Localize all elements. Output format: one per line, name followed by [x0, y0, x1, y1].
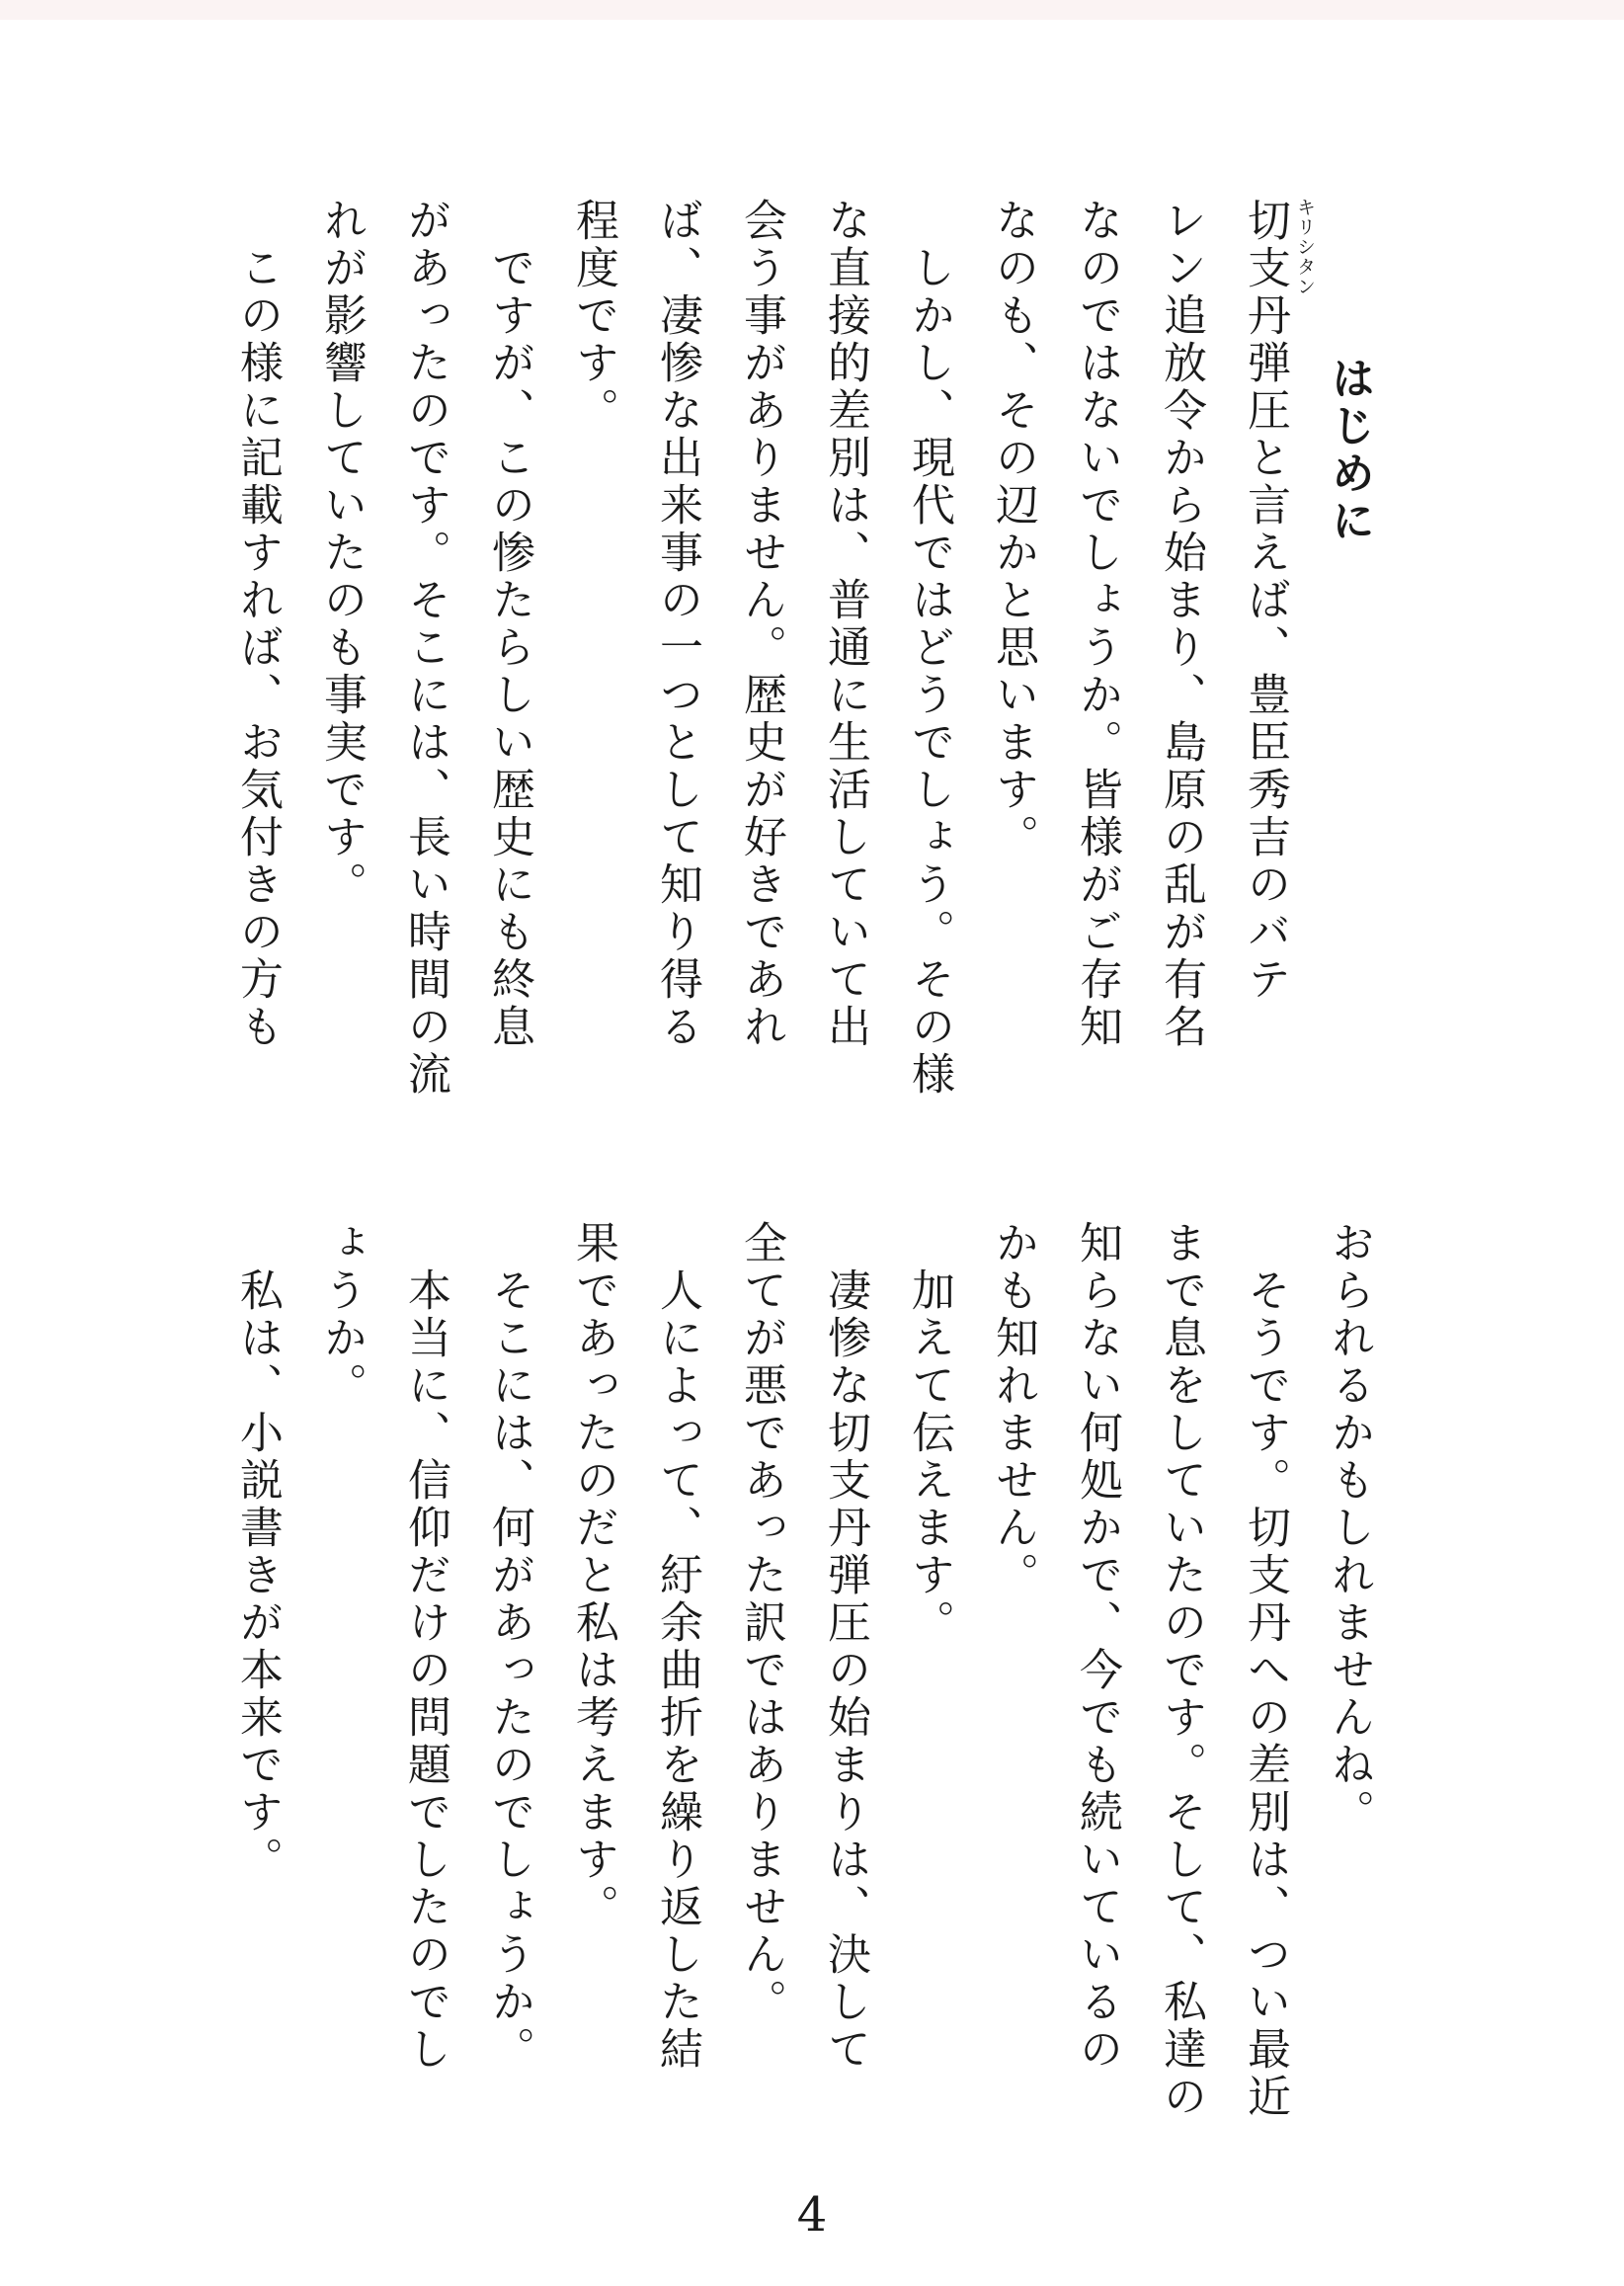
paragraph-line: ですが、この惨たらしい歴史にも終息 — [484, 245, 534, 1051]
paragraph-line: そこには、何があったのでしょうか。 — [484, 1267, 534, 2074]
paragraph-line: しかし、現代ではどうでしょう。その様 — [904, 245, 954, 1099]
paragraph-line: この様に記載すれば、お気付きの方も — [232, 245, 283, 1051]
paragraph-line: ば、凄惨な出来事の一つとして知り得る — [652, 198, 702, 1051]
paragraph-line: 全てが悪であった訳ではありません。 — [736, 1220, 786, 2026]
paragraph-line: かも知れません。 — [988, 1220, 1038, 1599]
ruby-reading: キリシタン — [1294, 198, 1316, 296]
paragraph-line: なのも、その辺かと思います。 — [988, 198, 1038, 861]
section-heading: はじめに — [1324, 356, 1374, 545]
paragraph-line: おられるかもしれませんね。 — [1324, 1220, 1374, 1837]
paragraph-line: 果であったのだと私は考えます。 — [568, 1220, 618, 1931]
paragraph-line-ruby — [1223, 198, 1316, 1126]
paragraph-line: 加えて伝えます。 — [904, 1267, 954, 1647]
paragraph-line: 会う事がありません。歴史が好きであれ — [736, 198, 786, 1051]
page-number: 4 — [796, 2187, 828, 2243]
paragraph-line: れが影響していたのも事実です。 — [316, 198, 366, 909]
paragraph-line: な直接的差別は、普通に生活していて出 — [820, 198, 870, 1051]
ruby-word — [1240, 198, 1316, 340]
paragraph-line: 凄惨な切支丹弾圧の始まりは、決して — [820, 1267, 870, 2074]
top-edge-strip — [0, 0, 1624, 20]
paragraph-line: 弾圧と言えば、豊臣秀吉のバテ — [1240, 340, 1290, 1004]
upper-text-block — [215, 198, 1391, 1126]
paragraph-line: ょうか。 — [316, 1220, 366, 1410]
ruby-base: 切支丹 — [1240, 198, 1290, 340]
paragraph-line: レン追放令から始まり、島原の乱が有名 — [1156, 198, 1206, 1051]
paragraph-line: 本当に、信仰だけの問題でしたのでし — [400, 1267, 450, 2074]
paragraph-line: があったのです。そこには、長い時間の流 — [400, 198, 450, 1099]
paragraph-line: そうです。切支丹への差別は、つい最近 — [1240, 1267, 1290, 2121]
paragraph-line: 知らない何処かで、今でも続いているの — [1072, 1220, 1122, 2074]
paragraph-line: 程度です。 — [568, 198, 618, 435]
lower-text-block — [215, 1220, 1391, 2139]
paragraph-line: 私は、小説書きが本来です。 — [232, 1267, 283, 1884]
paragraph-line: まで息をしていたのです。そして、私達の — [1156, 1220, 1206, 2121]
paragraph-line: なのではないでしょうか。皆様がご存知 — [1072, 198, 1122, 1051]
paragraph-line: 人によって、紆余曲折を繰り返した結 — [652, 1267, 702, 2074]
